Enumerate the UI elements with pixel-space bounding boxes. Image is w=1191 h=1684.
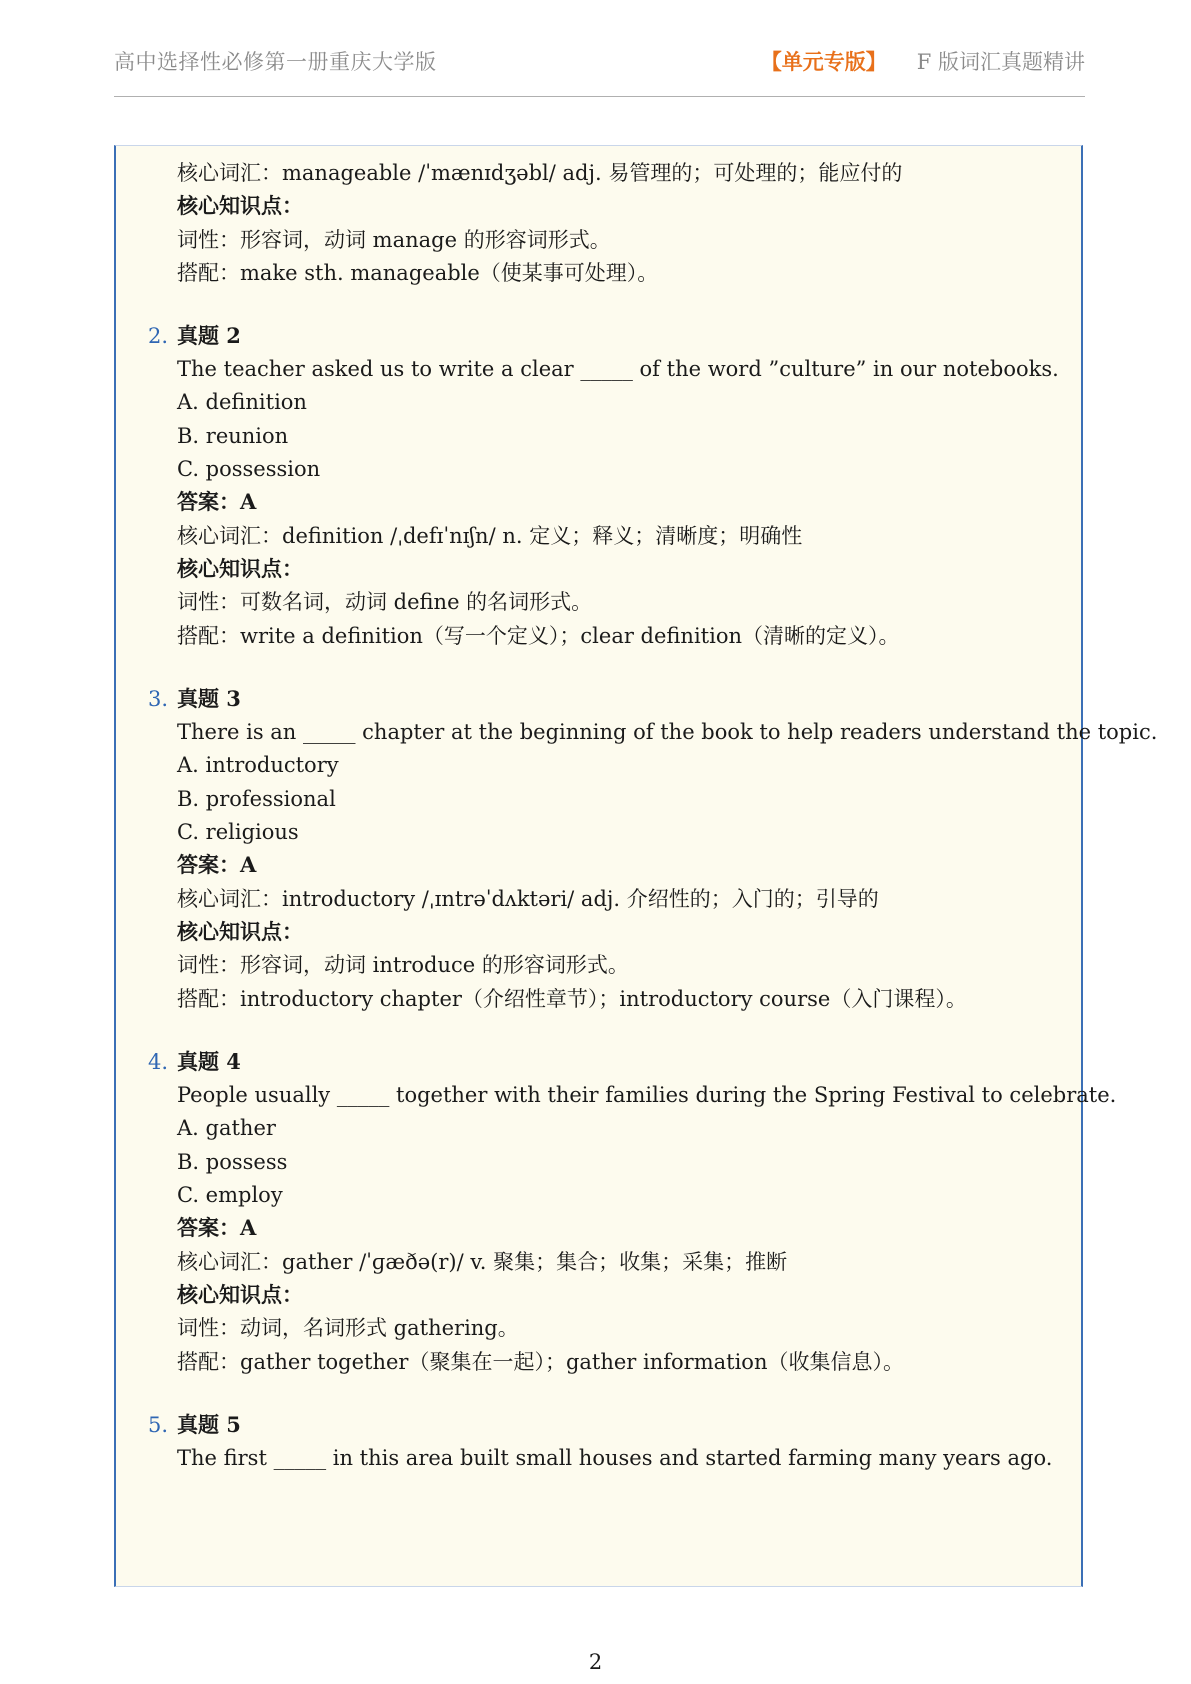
intro-pos: 词性：形容词，动词 manage 的形容词形式。 <box>177 228 611 252</box>
unit-tag: 【单元专版】 <box>760 49 887 74</box>
collocation: 搭配：introductory chapter（介绍性章节）；introductory course（入门课程）。 <box>177 987 967 1011</box>
answer: 答案：A <box>177 489 257 514</box>
page-number: 2 <box>588 1650 603 1674</box>
header-right <box>761 46 1085 76</box>
question-title: 真题 5 <box>177 1412 241 1437</box>
option-a: A. definition <box>177 390 307 414</box>
book-title: 高中选择性必修第一册重庆大学版 <box>114 50 437 74</box>
answer: 答案：A <box>177 1215 257 1240</box>
question-title: 真题 4 <box>177 1049 241 1074</box>
question-title: 真题 2 <box>177 323 241 348</box>
option-b: B. possess <box>177 1150 288 1174</box>
collocation: 搭配：write a definition（写一个定义）；clear definition（清晰的定义）。 <box>177 624 900 648</box>
question-number: 2. <box>148 324 169 348</box>
question-stem: The teacher asked us to write a clear _____ of the word ”culture” in our notebooks. <box>177 357 1059 381</box>
question-stem: The first _____ in this area built small houses and started farming many years ago. <box>177 1446 1053 1470</box>
question-stem: There is an _____ chapter at the beginning of the book to help readers understand the topic. <box>177 720 1158 744</box>
vocab: 核心词汇：gather /ˈɡæðə(r)/ v. 聚集；集合；收集；采集；推断 <box>177 1250 788 1274</box>
intro-collocation: 搭配：make sth. manageable（使某事可处理）。 <box>177 261 659 285</box>
answer: 答案：A <box>177 852 257 877</box>
pos: 词性：可数名词，动词 define 的名词形式。 <box>177 590 593 614</box>
vocab: 核心词汇：introductory /ˌɪntrəˈdʌktəri/ adj. 介绍性的；入门的；引导的 <box>177 887 879 911</box>
pos: 词性：形容词，动词 introduce 的形容词形式。 <box>177 953 629 977</box>
intro-kp-title: 核心知识点： <box>177 193 303 218</box>
question-number: 4. <box>148 1050 169 1074</box>
question-title: 真题 3 <box>177 686 241 711</box>
intro-vocab: 核心词汇：manageable /ˈmænɪdʒəbl/ adj. 易管理的；可处理的；能应付的 <box>177 161 903 185</box>
kp-title: 核心知识点： <box>177 556 303 581</box>
vocab: 核心词汇：definition /ˌdefɪˈnɪʃn/ n. 定义；释义；清晰度；明确性 <box>177 524 803 548</box>
option-b: B. reunion <box>177 424 289 448</box>
pos: 词性：动词，名词形式 gathering。 <box>177 1316 519 1340</box>
collocation: 搭配：gather together（聚集在一起）；gather information（收集信息）。 <box>177 1350 904 1374</box>
page-header <box>114 46 1085 97</box>
option-a: A. introductory <box>177 753 339 777</box>
option-a: A. gather <box>177 1116 276 1140</box>
question-stem: People usually _____ together with their families during the Spring Festival to celebrate. <box>177 1083 1117 1107</box>
question-number: 3. <box>148 687 169 711</box>
option-b: B. professional <box>177 787 336 811</box>
content-panel <box>114 145 1158 1587</box>
question-number: 5. <box>148 1413 169 1437</box>
option-c: C. possession <box>177 457 321 481</box>
option-c: C. religious <box>177 820 299 844</box>
option-c: C. employ <box>177 1183 283 1207</box>
kp-title: 核心知识点： <box>177 919 303 944</box>
section-title: F 版词汇真题精讲 <box>916 50 1085 74</box>
kp-title: 核心知识点： <box>177 1282 303 1307</box>
